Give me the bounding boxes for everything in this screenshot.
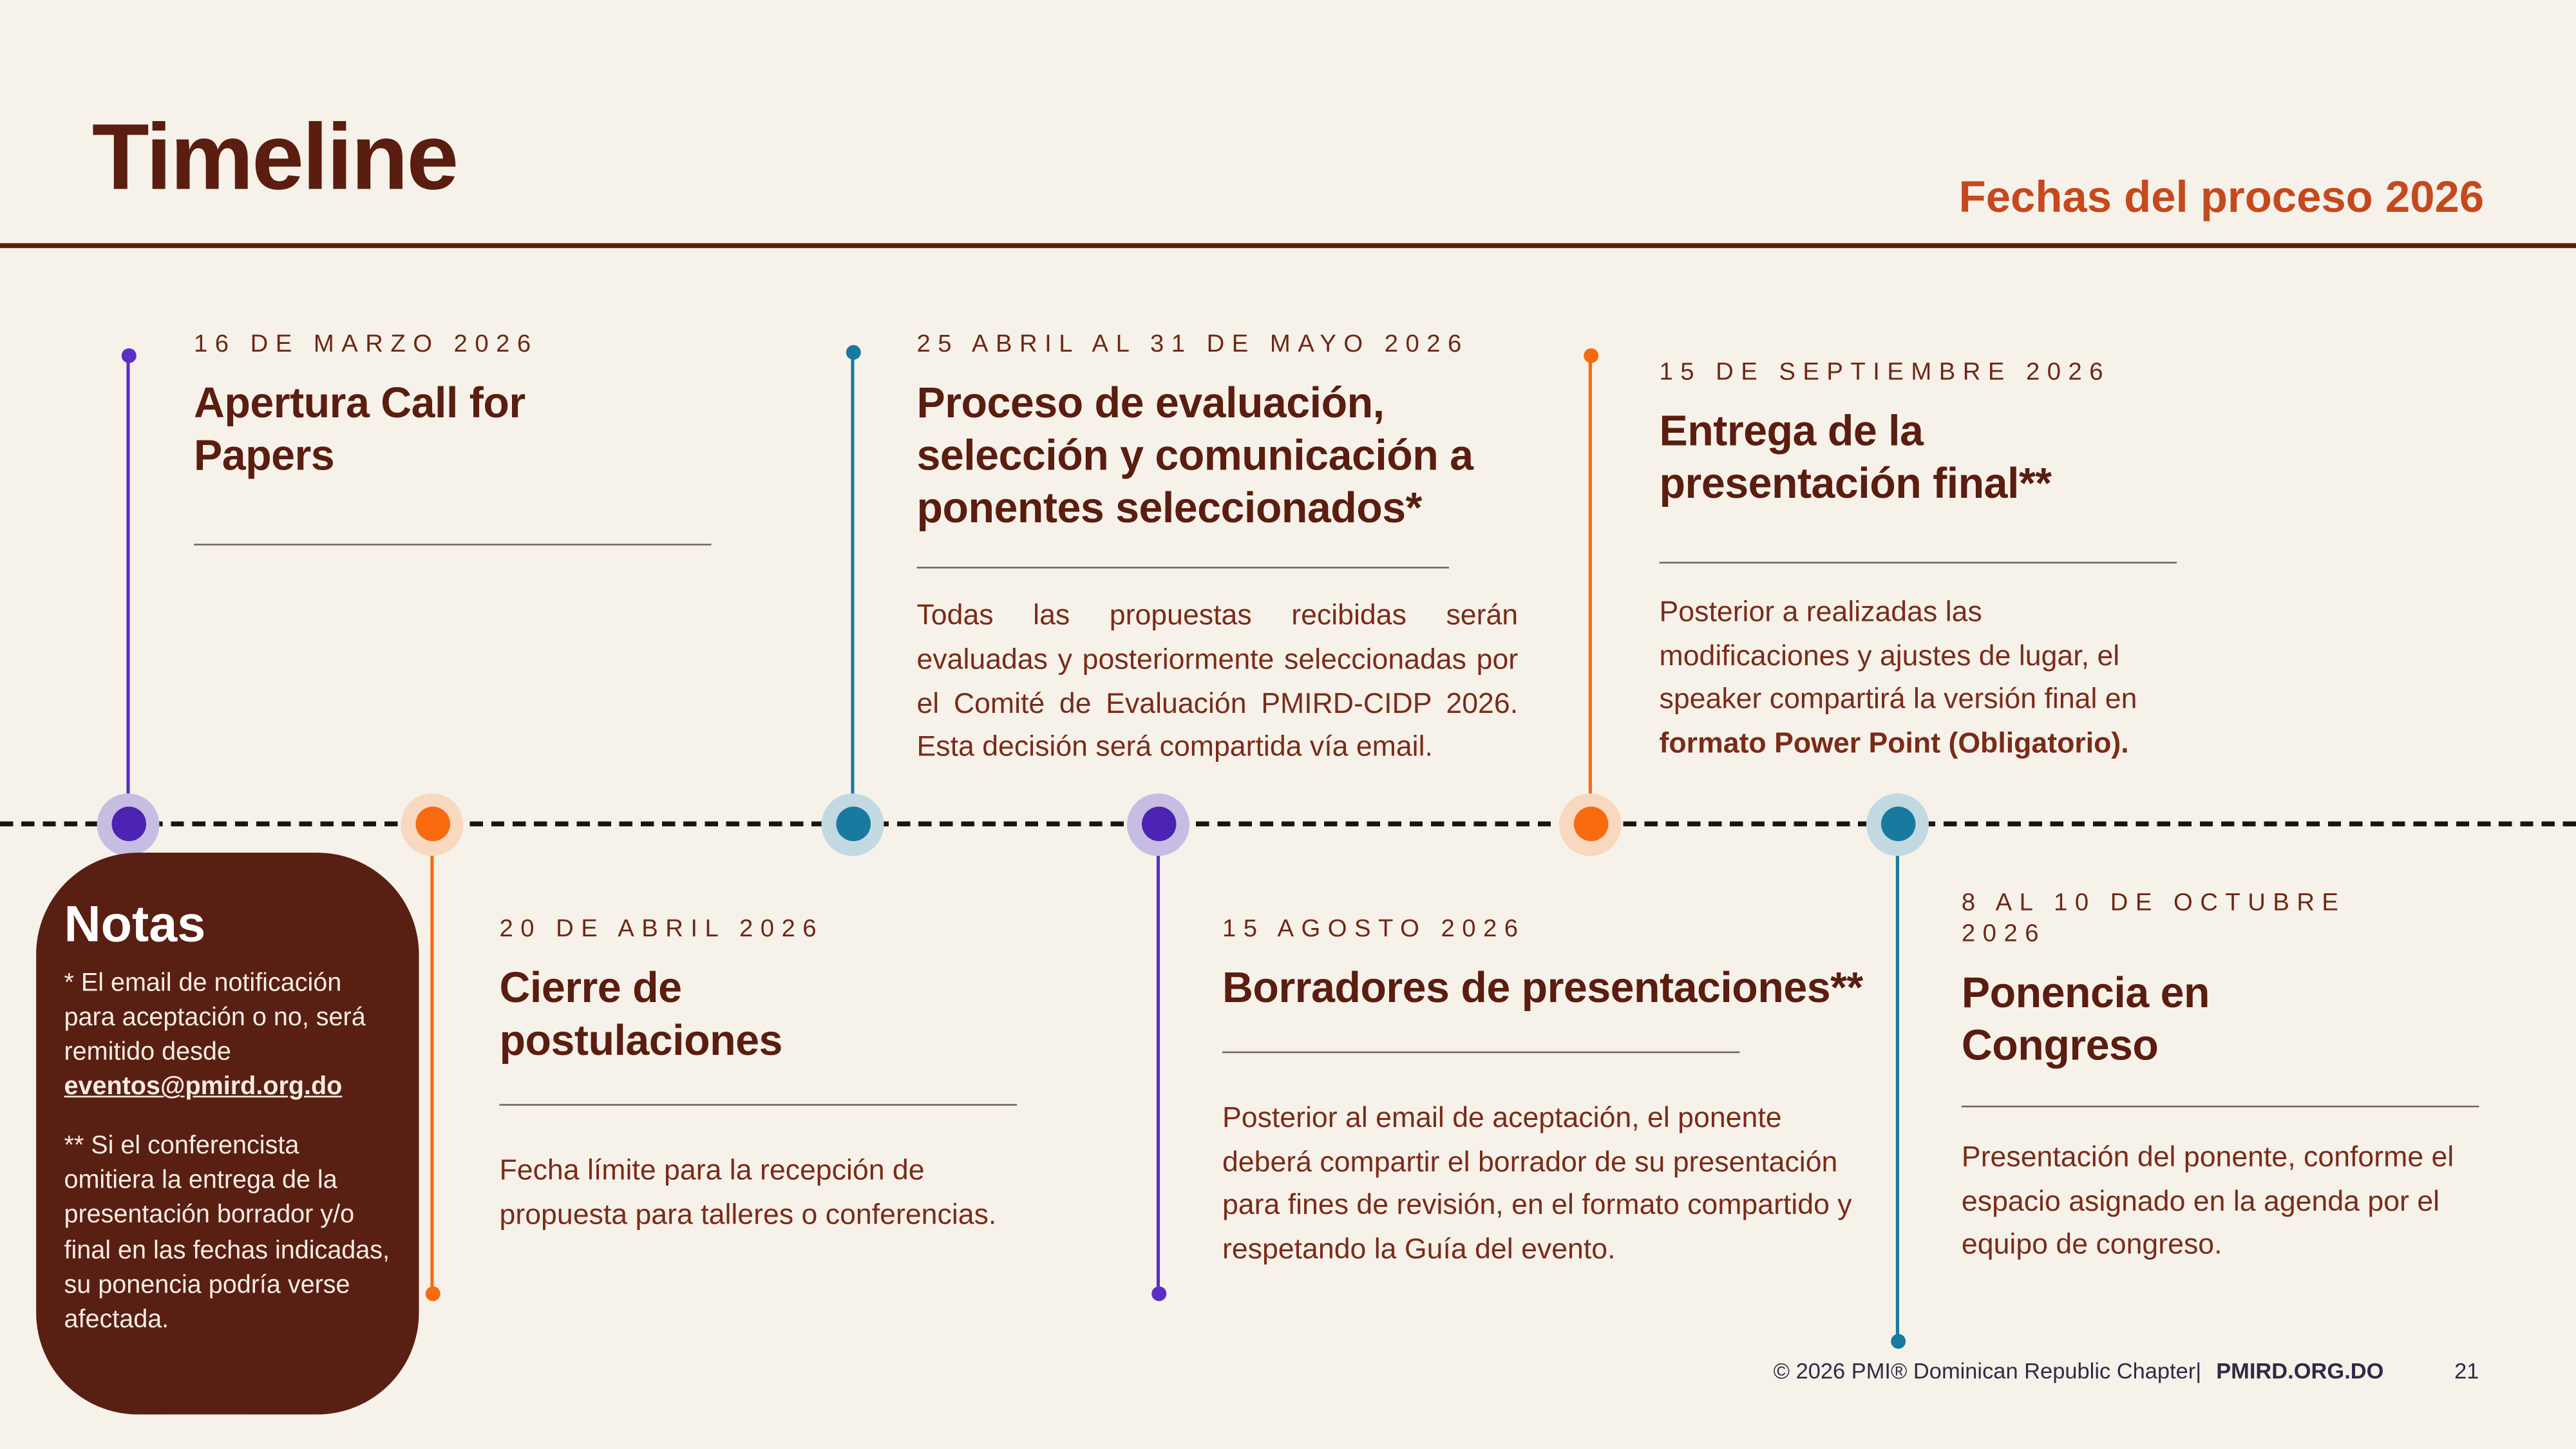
notes-title: Notas (64, 895, 206, 953)
slide-subtitle: Fechas del proceso 2026 (1958, 172, 2485, 222)
milestone-title: Borradores de presentaciones** (1222, 962, 1863, 1012)
milestone-borradores-presentaciones (1222, 915, 1876, 1271)
notes-spacer (64, 1104, 392, 1129)
milestone-title: Proceso de evaluación, selección y comunicación a ponentes seleccionados* (916, 377, 1473, 533)
milestone-entrega-presentacion-final (1660, 358, 2182, 765)
milestone-description-text: Posterior a realizadas las modificaciones y ajustes de lugar, el speaker compartirá la versión final en (1659, 595, 2137, 715)
notes-note-1 (64, 966, 392, 1104)
milestone-apertura-call-for-papers (194, 330, 719, 546)
milestone-description-bold-text: formato Power Point (Obligatorio). (1659, 726, 2129, 759)
connector-line-cierre (430, 826, 433, 1294)
milestone-title: Apertura Call for Papers (194, 377, 526, 480)
milestone-ponencia-en-congreso (1962, 889, 2487, 1266)
notes-note-2: ** Si el conferencista omitiera la entrega de la presentación borrador y/o final en las fechas indicadas, su ponencia podría verse afectada. (64, 1132, 390, 1334)
footer-copyright: © 2026 PMI® Dominican Republic Chapter| (1773, 1358, 2202, 1383)
connector-endpoint-dot-purple (1151, 1286, 1166, 1301)
timeline-dot-teal (835, 807, 870, 842)
milestone-description: Presentación del ponente, conforme el espacio asignado en la agenda por el equipo de congreso. (1961, 1140, 2454, 1261)
connector-line-borradores (1157, 826, 1160, 1294)
notes-email-link[interactable]: eventos@pmird.org.do (64, 1073, 343, 1101)
header-rule-divider (0, 243, 2576, 249)
footer-website-link[interactable]: PMIRD.ORG.DO (2216, 1358, 2384, 1383)
milestone-description: Posterior al email de aceptación, el ponente deberá compartir el borrador de su presentación para fines de revisión, en el formato compartido y respetando la Guía del evento. (1222, 1101, 1852, 1265)
connector-line-ponencia (1896, 826, 1899, 1342)
milestone-description: Fecha límite para la recepción de propuesta para talleres o conferencias. (499, 1153, 997, 1231)
connector-endpoint-dot-teal (1890, 1334, 1905, 1349)
milestone-date: 20 DE ABRIL 2026 (499, 914, 824, 943)
connector-line-proceso (851, 353, 854, 823)
milestone-divider (1222, 1052, 1740, 1054)
milestone-date: 15 AGOSTO 2026 (1222, 914, 1526, 943)
slide-footer (1774, 1359, 2479, 1383)
milestone-divider (500, 1104, 1018, 1106)
milestone-description (1660, 590, 2161, 764)
timeline-axis (0, 822, 2576, 827)
milestone-cierre-postulaciones (500, 915, 1025, 1236)
notes-panel (36, 853, 419, 1414)
milestone-date: 8 AL 10 DE OCTUBRE 2026 (1961, 889, 2346, 948)
connector-endpoint-dot-orange (424, 1286, 439, 1301)
milestone-proceso-evaluacion (916, 330, 1534, 769)
milestone-divider (194, 544, 712, 546)
timeline-dot-teal (1880, 807, 1915, 842)
milestone-divider (1660, 562, 2177, 564)
timeline-dot-orange (415, 807, 450, 842)
milestone-divider (916, 567, 1449, 569)
milestone-title: Cierre de postulaciones (499, 962, 782, 1065)
connector-line-entrega (1589, 357, 1592, 823)
milestone-title: Ponencia en Congreso (1961, 967, 2210, 1070)
connector-endpoint-dot-orange (1583, 348, 1598, 363)
page-number: 21 (2454, 1358, 2479, 1383)
connector-endpoint-dot-purple (121, 348, 136, 363)
connector-line-apertura (126, 357, 129, 823)
milestone-date: 15 DE SEPTIEMBRE 2026 (1659, 358, 2111, 386)
milestone-date: 25 ABRIL AL 31 DE MAYO 2026 (916, 330, 1469, 359)
milestone-title: Entrega de la presentación final** (1659, 405, 2052, 508)
connector-endpoint-dot-teal (846, 345, 860, 360)
milestone-date: 16 DE MARZO 2026 (194, 330, 538, 359)
milestone-description: Todas las propuestas recibidas serán evaluadas y posteriormente seleccionadas por el Comité de Evaluación PMIRD-CIDP 2026. Esta decisión será compartida vía email. (916, 598, 1519, 763)
milestone-divider (1962, 1106, 2479, 1108)
timeline-dot-purple (111, 807, 146, 842)
notes-note-1-text: * El email de notificación para aceptación o no, será remitido desde (64, 969, 366, 1067)
timeline-dot-orange (1573, 807, 1608, 842)
page-title: Timeline (91, 105, 457, 211)
timeline-dot-purple (1141, 807, 1176, 842)
